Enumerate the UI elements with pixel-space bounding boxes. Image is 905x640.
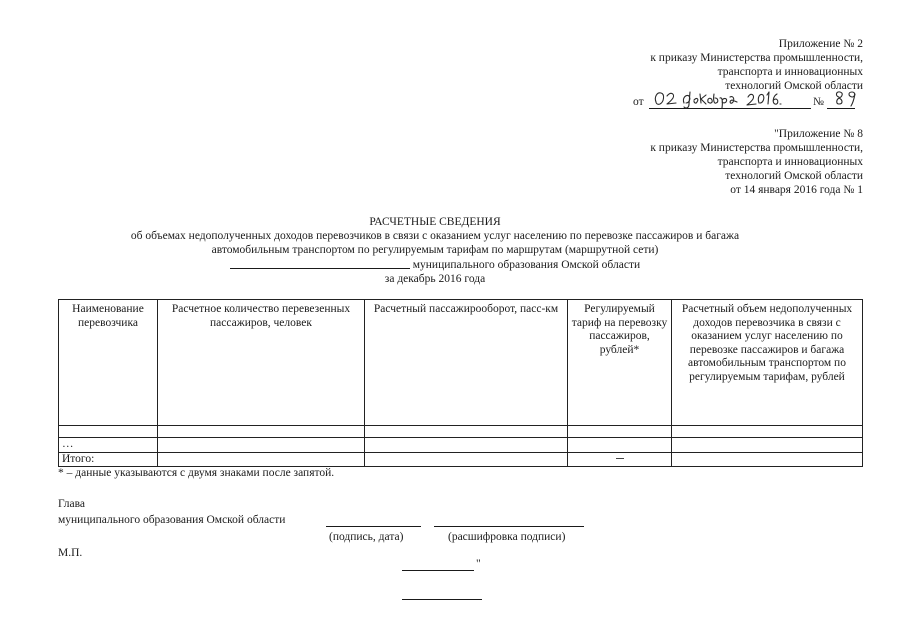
appendix-2-line-2: транспорта и инновационных (717, 66, 863, 78)
decode-caption: (расшифровка подписи) (448, 531, 566, 543)
header-carrier-name: Наименование перевозчика (59, 300, 158, 426)
signature-head: Глава (58, 498, 86, 510)
table-row (59, 426, 863, 438)
table-cell (158, 426, 365, 438)
table-cell (568, 438, 672, 453)
report-period: за декабрь 2016 года (384, 273, 486, 285)
table-row (59, 438, 863, 453)
table-cell (158, 438, 365, 453)
table-cell (158, 452, 365, 467)
dash-mark (616, 458, 624, 459)
table-cell (672, 426, 863, 438)
footnote: * – данные указываются с двумя знаками после запятой. (58, 467, 335, 479)
appendix-2-from-label: от (633, 96, 644, 108)
handwritten-date-signature (652, 88, 792, 110)
report-title: РАСЧЕТНЫЕ СВЕДЕНИЯ (369, 216, 501, 228)
table-cell (365, 438, 568, 453)
appendix-2-number-label: № (813, 96, 824, 108)
appendix-2-title: Приложение № 2 (778, 38, 863, 50)
appendix-8-line-3: технологий Омской области (725, 170, 863, 182)
appendix-8-block (563, 127, 863, 197)
total-tariff-cell (568, 452, 672, 467)
table-cell (365, 426, 568, 438)
report-heading (40, 215, 830, 286)
table-cell (672, 452, 863, 467)
appendix-8-line-1: к приказу Министерства промышленности, (650, 142, 863, 154)
header-lost-revenue: Расчетный объем недополученных доходов перевозчика в связи с оказанием услуг населению по перевозке пассажиров и багажа автомобильным транспортом по регулируемым тарифам, рублей (672, 300, 863, 426)
header-passenger-km: Расчетный пассажирооборот, пасс-км (365, 300, 568, 426)
table-total-row (59, 452, 863, 467)
handwritten-number-signature (833, 88, 863, 110)
ellipsis-cell: … (59, 438, 158, 453)
signature-caption: (подпись, дата) (329, 531, 404, 543)
appendix-2-block (563, 37, 863, 93)
report-subtitle-line-2: автомобильным транспортом по регулируемым тарифам по маршрутам (маршрутной сети) (211, 244, 659, 256)
appendix-8-title: "Приложение № 8 (774, 128, 863, 140)
report-subtitle-line-1: об объемах недополученных доходов перевозчиков в связи с оказанием услуг населению по перевозке пассажиров и багажа (130, 230, 740, 242)
signature-blank (326, 513, 421, 527)
decode-blank (434, 513, 584, 527)
header-tariff: Регулируемый тариф на перевозку пассажиров, рублей* (568, 300, 672, 426)
table-cell (59, 426, 158, 438)
total-label: Итого: (59, 452, 158, 467)
closing-blank (402, 558, 474, 571)
table-cell (568, 426, 672, 438)
municipality-blank (230, 257, 410, 269)
header-passengers: Расчетное количество перевезенных пассажиров, человек (158, 300, 365, 426)
signature-head-line-2: муниципального образования Омской области (58, 514, 286, 526)
appendix-2-line-1: к приказу Министерства промышленности, (650, 52, 863, 64)
appendix-8-line-2: транспорта и инновационных (717, 156, 863, 168)
appendix-8-line-4: от 14 января 2016 года № 1 (730, 184, 863, 196)
municipality-suffix: муниципального образования Омской области (412, 259, 641, 271)
table-cell (365, 452, 568, 467)
municipality-line (40, 257, 830, 272)
report-table (58, 299, 863, 467)
final-blank (402, 587, 482, 600)
stamp-label: М.П. (58, 547, 83, 559)
table-header-row (59, 300, 863, 426)
appendix-2-line-3: технологий Омской области (725, 80, 863, 92)
table-cell (672, 438, 863, 453)
closing-quote: " (476, 558, 481, 570)
